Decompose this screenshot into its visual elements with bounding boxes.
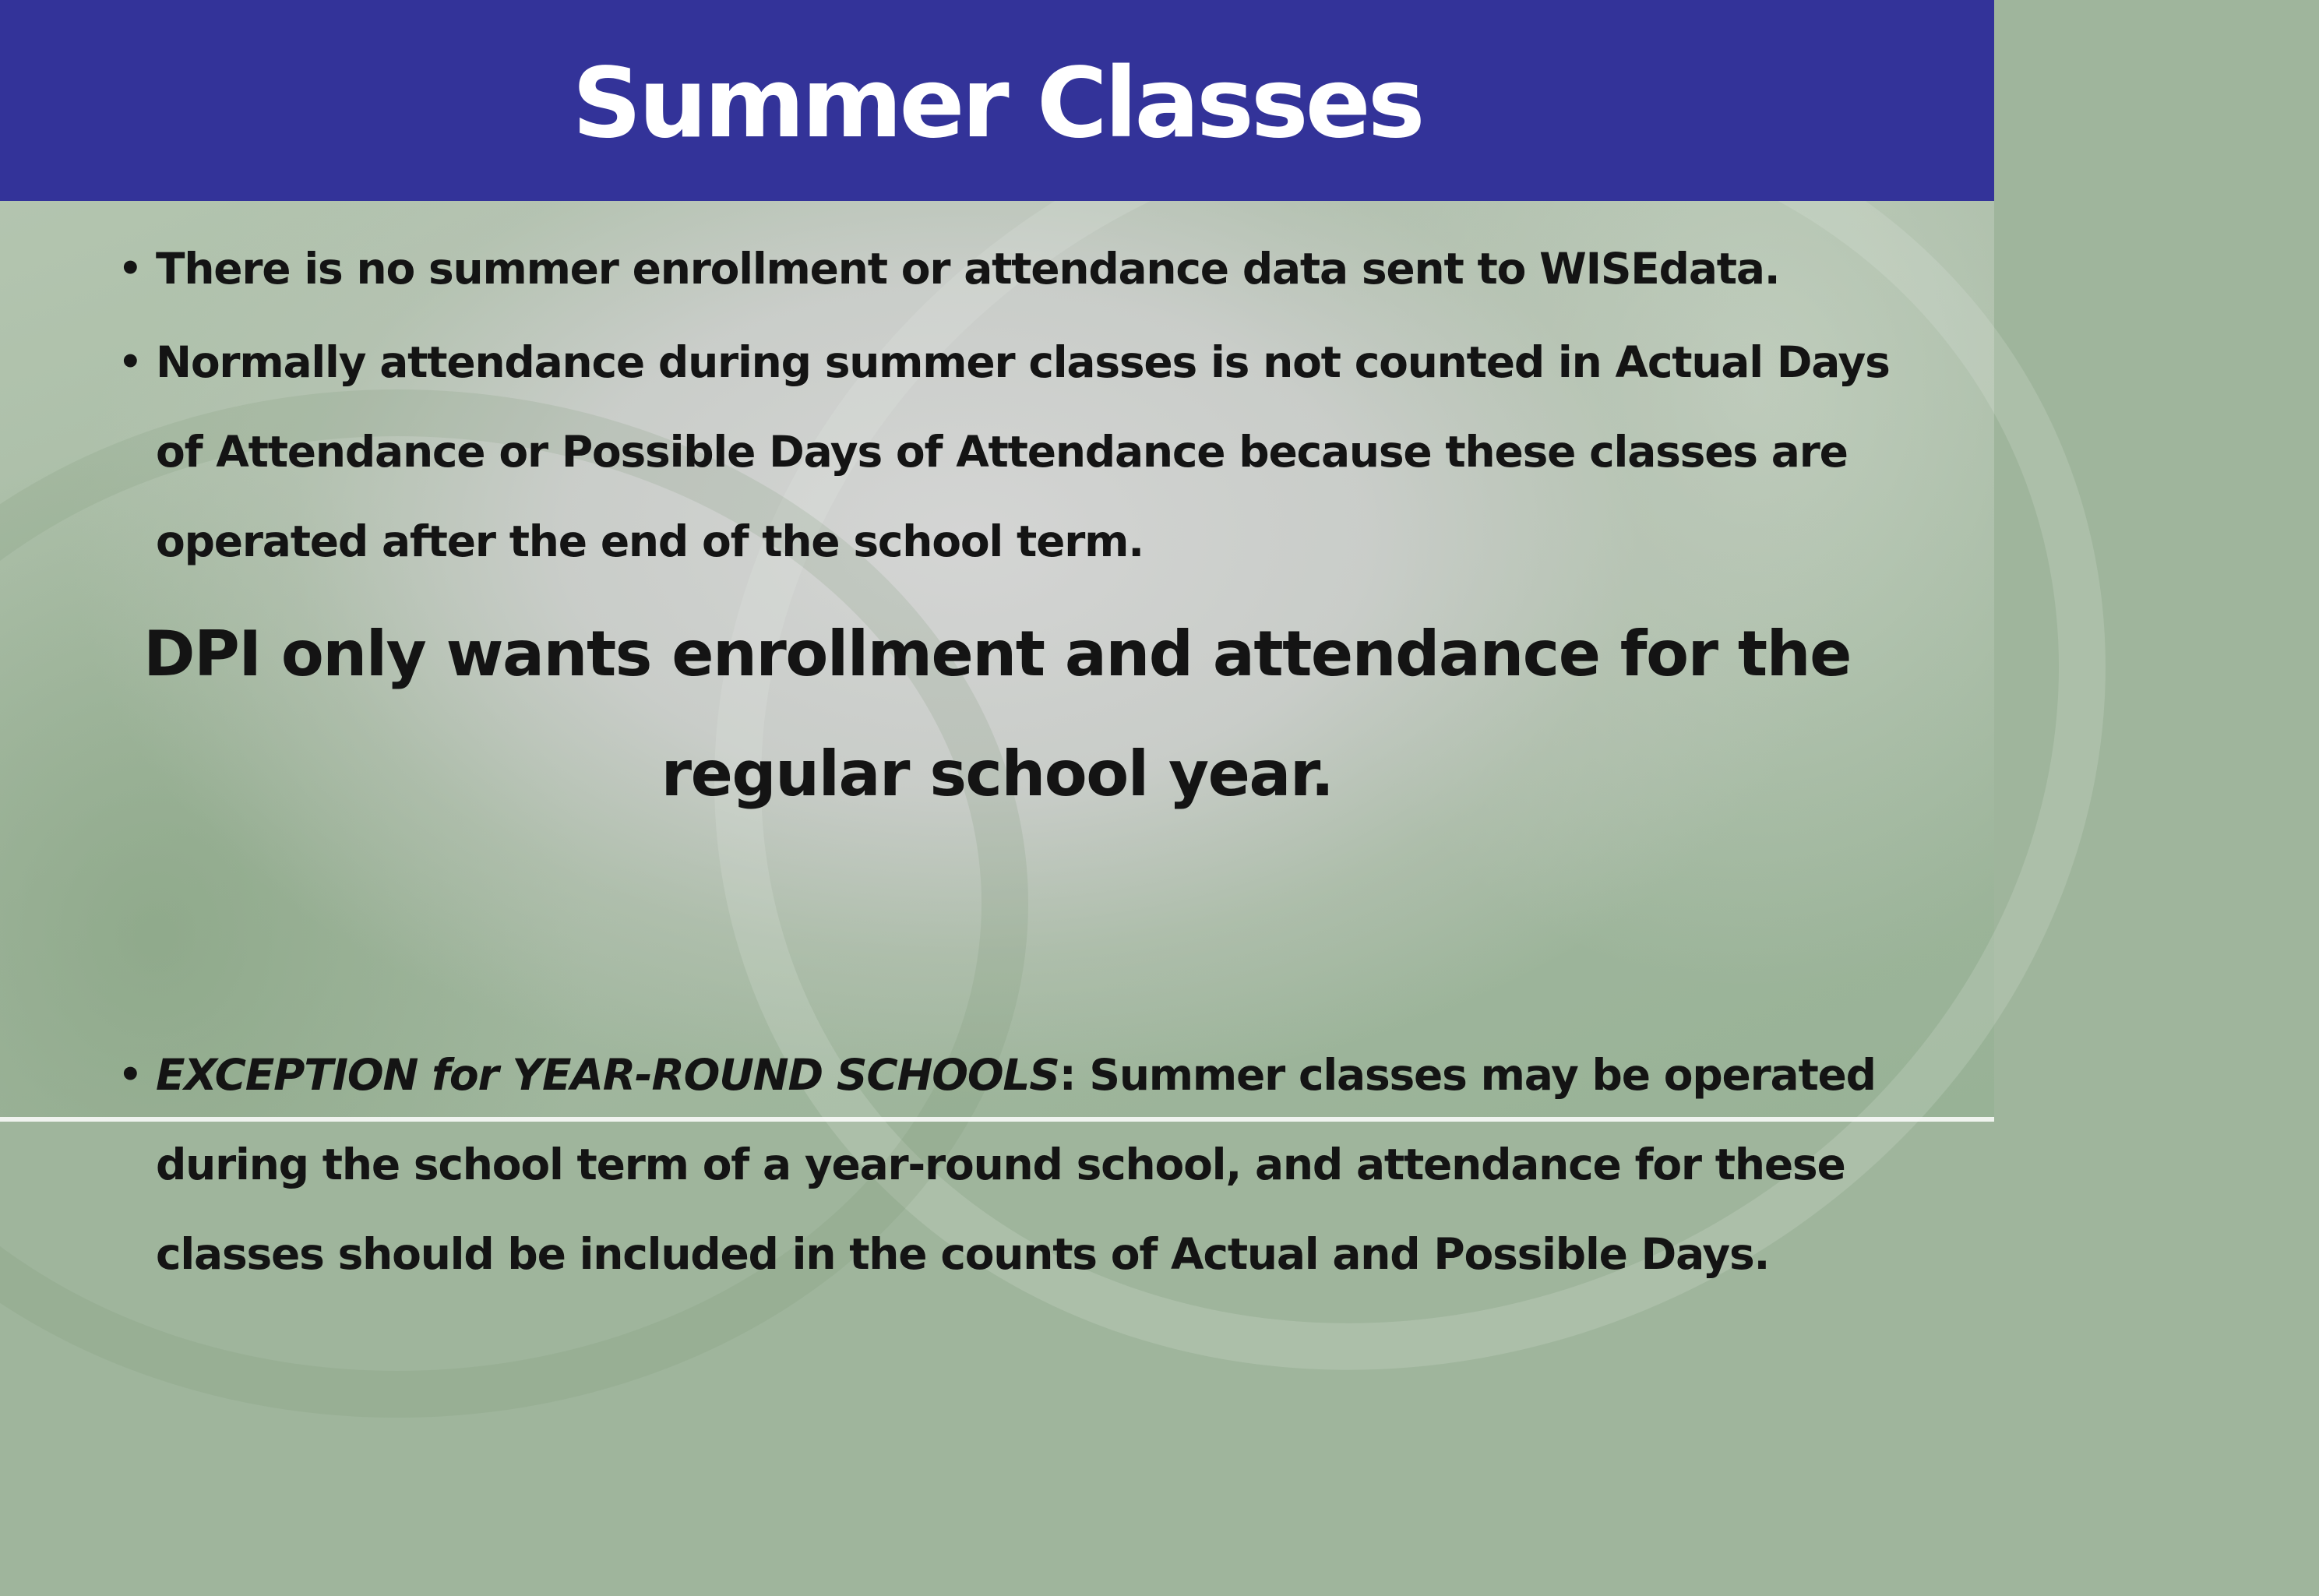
bullet-icon: •	[118, 340, 142, 384]
highlight-line: regular school year.	[661, 738, 1334, 810]
bullet-text: There is no summer enrollment or attendance data sent to WISEdata.	[156, 244, 1780, 294]
bullet-text: Normally attendance during summer classes is not counted in Actual Days of Attendance or Possible Days of Attendance because these classes are operated after the end of the school term.	[156, 337, 1890, 566]
bullet-icon: •	[118, 247, 142, 291]
slide-title: Summer Classes	[572, 48, 1422, 160]
highlight-statement	[0, 594, 1994, 834]
bullet-icon: •	[118, 1053, 142, 1097]
highlight-line: DPI only wants enrollment and attendance for the	[143, 618, 1851, 690]
exception-text: : Summer classes may be operated during the school term of a year-round school, and attendance for these classes should be included in the counts of Actual and Possible Days.	[156, 1050, 1876, 1279]
bullet-item	[118, 318, 1901, 587]
exception-label: EXCEPTION for YEAR-ROUND SCHOOLS	[156, 1050, 1059, 1100]
exception-bullet	[118, 1031, 1901, 1299]
bottom-border	[0, 1117, 1994, 1122]
bullet-item	[118, 224, 1901, 314]
slide-body	[0, 201, 1994, 1279]
title-bar	[0, 0, 1994, 201]
